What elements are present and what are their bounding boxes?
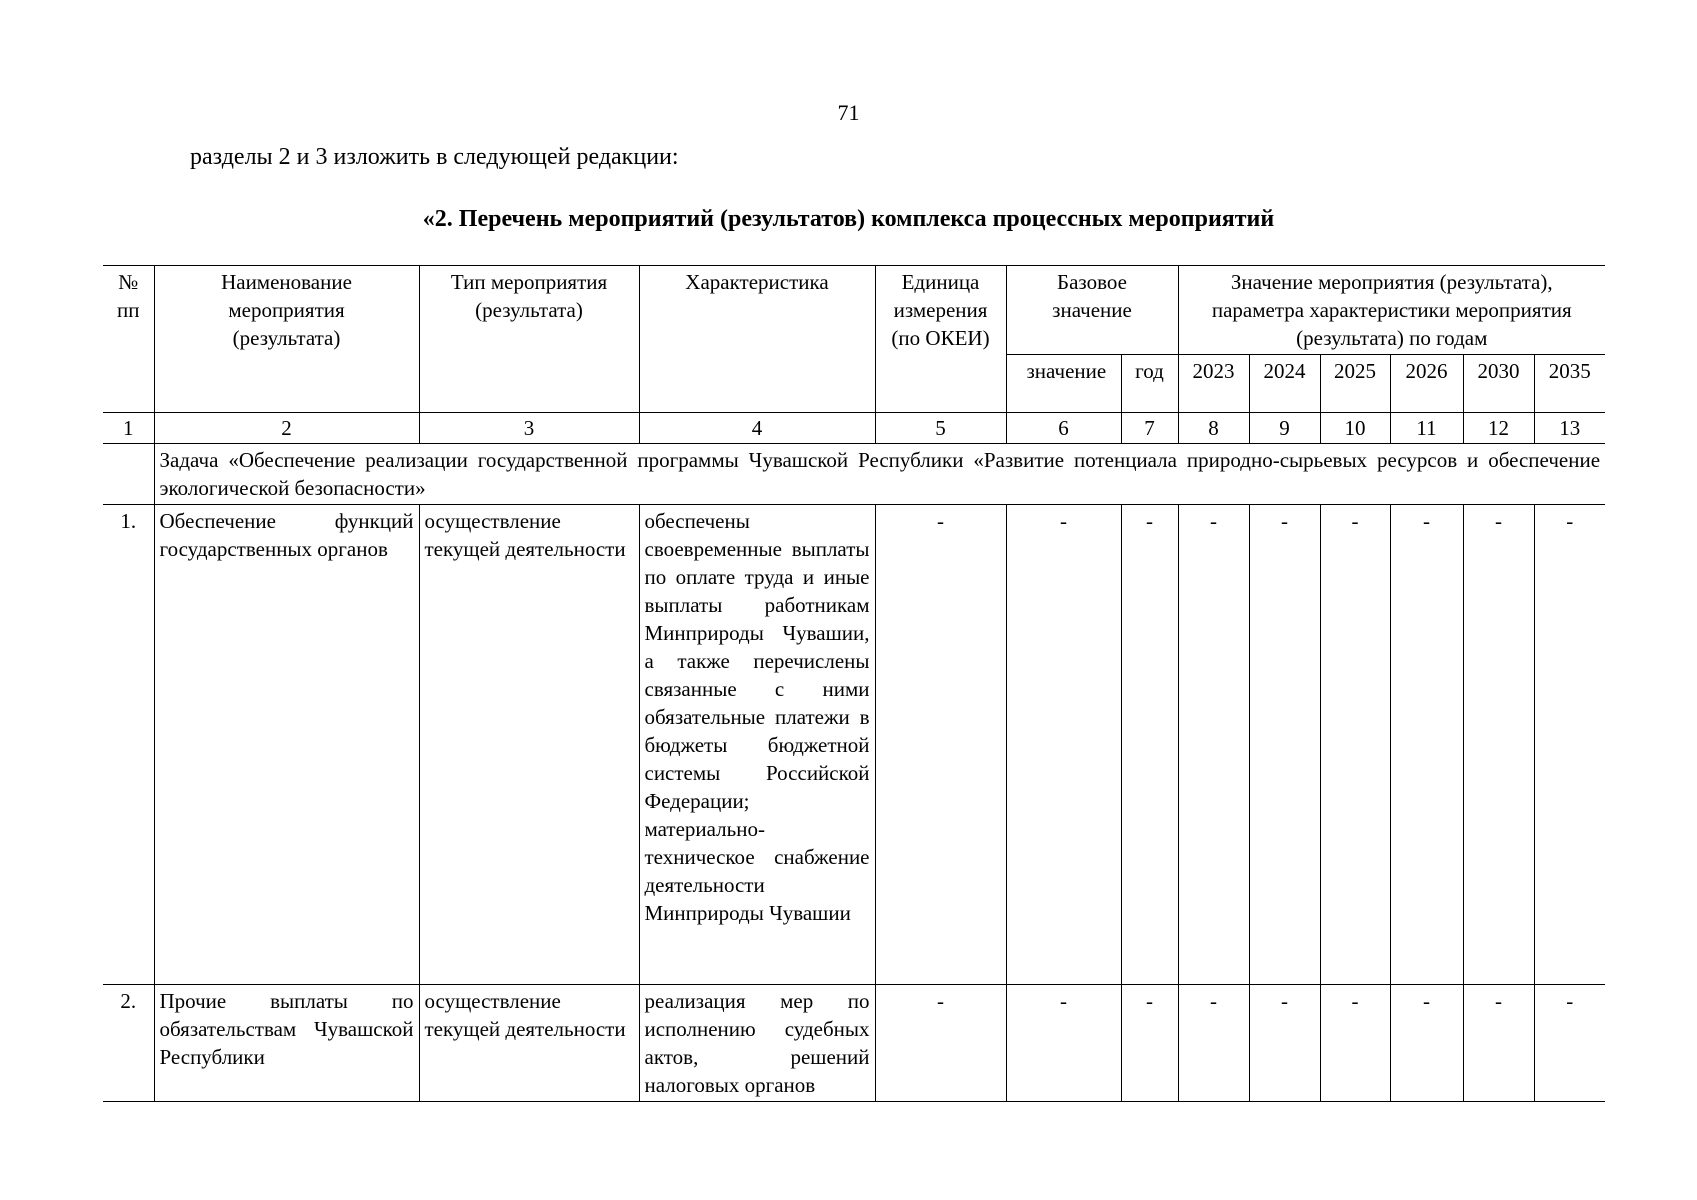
column-number: 1 bbox=[103, 413, 154, 444]
row-unit: - bbox=[875, 985, 1006, 1102]
row-name: Обеспечение функций государственных органов bbox=[154, 505, 419, 985]
column-number: 11 bbox=[1390, 413, 1463, 444]
header-characteristic: Характеристика bbox=[639, 266, 875, 413]
column-number: 2 bbox=[154, 413, 419, 444]
row-type: осуществление текущей деятельности bbox=[419, 505, 639, 985]
row-value-2025: - bbox=[1320, 985, 1390, 1102]
row-name: Прочие выплаты по обязательствам Чувашской Республики bbox=[154, 985, 419, 1102]
row-value-2024: - bbox=[1249, 505, 1320, 985]
table-row bbox=[103, 505, 1605, 985]
column-number: 8 bbox=[1178, 413, 1249, 444]
row-no: 1. bbox=[103, 505, 154, 985]
row-value-2025: - bbox=[1320, 505, 1390, 985]
row-value-2026: - bbox=[1390, 985, 1463, 1102]
row-value-2030: - bbox=[1463, 505, 1534, 985]
row-value-2035: - bbox=[1534, 985, 1605, 1102]
page-number: 71 bbox=[837, 100, 860, 125]
row-value-2024: - bbox=[1249, 985, 1320, 1102]
header-year-2035: 2035 bbox=[1534, 355, 1605, 413]
row-base-value: - bbox=[1006, 505, 1121, 985]
header-year-2025: 2025 bbox=[1320, 355, 1390, 413]
column-number: 3 bbox=[419, 413, 639, 444]
header-base-value: значение bbox=[1006, 355, 1121, 413]
header-values: Значение мероприятия (результата), параметра характеристики мероприятия (результата) по годам bbox=[1178, 266, 1605, 355]
column-number: 5 bbox=[875, 413, 1006, 444]
column-number: 7 bbox=[1121, 413, 1178, 444]
header-type: Тип мероприятия (результата) bbox=[419, 266, 639, 413]
row-type: осуществление текущей деятельности bbox=[419, 985, 639, 1102]
column-number: 4 bbox=[639, 413, 875, 444]
header-name: Наименование мероприятия (результата) bbox=[154, 266, 419, 413]
column-number: 10 bbox=[1320, 413, 1390, 444]
measures-table bbox=[103, 265, 1605, 1102]
row-unit: - bbox=[875, 505, 1006, 985]
header-no: № пп bbox=[103, 266, 154, 413]
header-year-2026: 2026 bbox=[1390, 355, 1463, 413]
row-value-2035: - bbox=[1534, 505, 1605, 985]
column-number: 9 bbox=[1249, 413, 1320, 444]
row-value-2023: - bbox=[1178, 505, 1249, 985]
column-number: 13 bbox=[1534, 413, 1605, 444]
header-unit: Единица измерения (по ОКЕИ) bbox=[875, 266, 1006, 413]
intro-text: разделы 2 и 3 изложить в следующей редакции: bbox=[190, 144, 679, 170]
row-no: 2. bbox=[103, 985, 154, 1102]
header-year-2030: 2030 bbox=[1463, 355, 1534, 413]
row-base-year: - bbox=[1121, 985, 1178, 1102]
header-base: Базовое значение bbox=[1006, 266, 1178, 355]
row-value-2030: - bbox=[1463, 985, 1534, 1102]
header-base-year: год bbox=[1121, 355, 1178, 413]
row-value-2023: - bbox=[1178, 985, 1249, 1102]
row-characteristic: реализация мер по исполнению судебных актов, решений налоговых органов bbox=[639, 985, 875, 1102]
column-number: 12 bbox=[1463, 413, 1534, 444]
task-no-cell bbox=[103, 444, 154, 505]
row-base-value: - bbox=[1006, 985, 1121, 1102]
table-row bbox=[103, 985, 1605, 1102]
row-value-2026: - bbox=[1390, 505, 1463, 985]
column-number: 6 bbox=[1006, 413, 1121, 444]
section-title: «2. Перечень мероприятий (результатов) комплекса процессных мероприятий bbox=[422, 206, 1275, 232]
row-base-year: - bbox=[1121, 505, 1178, 985]
header-year-2024: 2024 bbox=[1249, 355, 1320, 413]
header-year-2023: 2023 bbox=[1178, 355, 1249, 413]
row-characteristic: обеспечены своевременные выплаты по оплате труда и иные выплаты работникам Минприроды Чувашии, а также перечислены связанные с ними обязательные платежи в бюджеты бюджетной системы Российской Федерации; материально-техническое снабжение деятельности Минприроды Чувашии bbox=[639, 505, 875, 985]
task-row: Задача «Обеспечение реализации государственной программы Чувашской Республики «Развитие потенциала природно-сырьевых ресурсов и обеспечение экологической безопасности» bbox=[154, 444, 1605, 505]
